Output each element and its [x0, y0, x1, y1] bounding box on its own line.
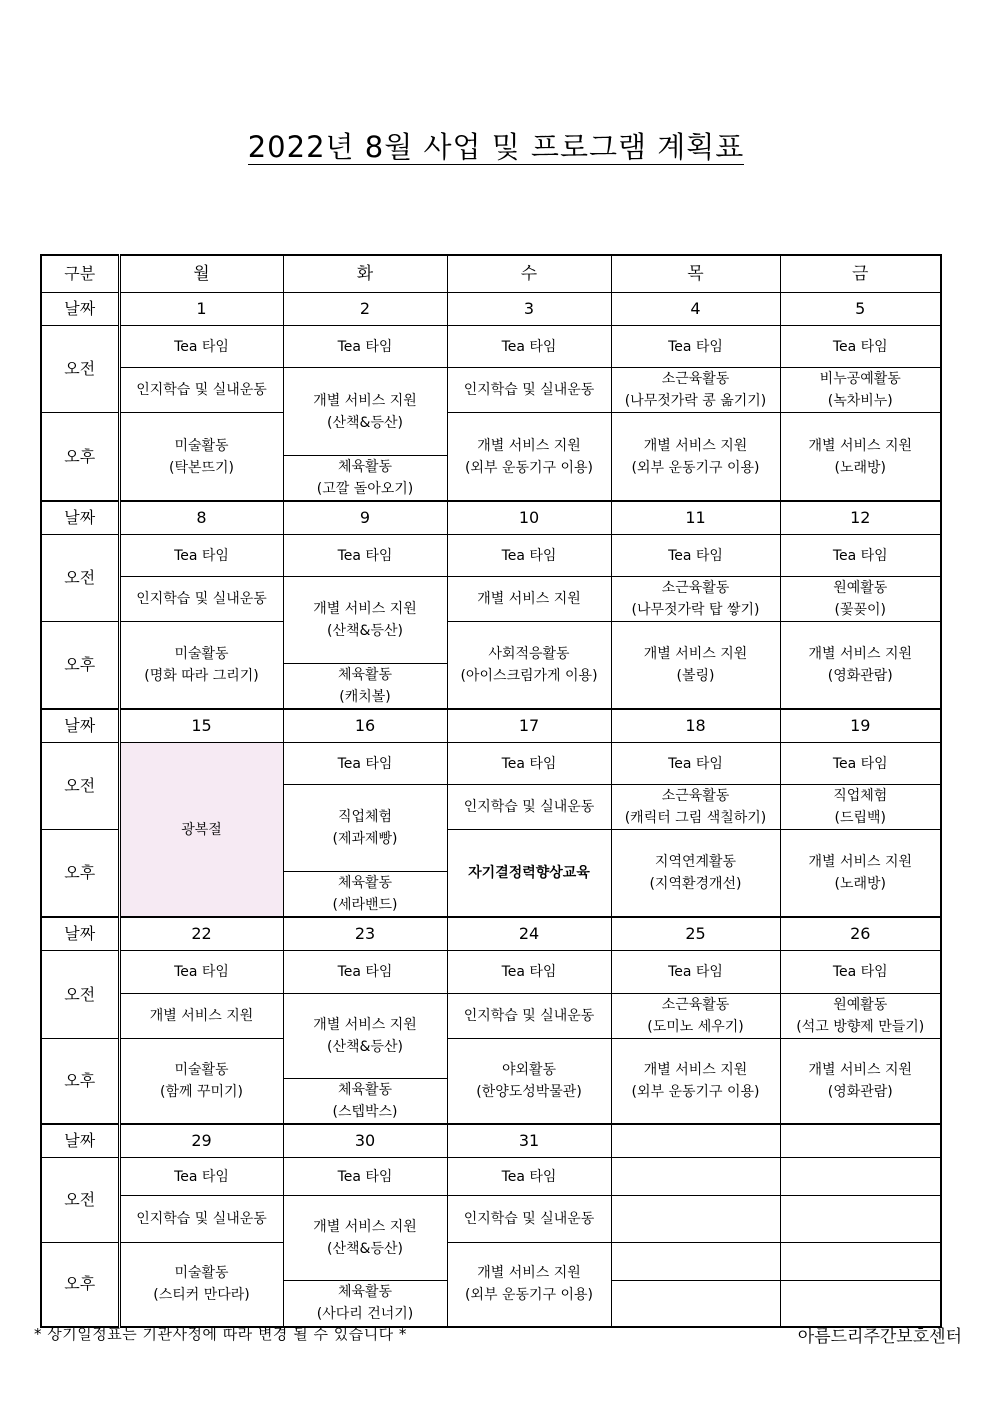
activity-detail: (노래방) [834, 459, 886, 476]
empty-cell [780, 1243, 941, 1281]
date-cell: 29 [119, 1124, 283, 1158]
activity-cell: 개별 서비스 지원 [447, 577, 611, 622]
empty-cell [611, 1281, 780, 1327]
date-cell: 11 [611, 501, 780, 535]
activity-text: 야외활동 [501, 1062, 557, 1078]
activity-cell: Tea 타임 [447, 1158, 611, 1196]
activity-cell: Tea 타임 [283, 326, 447, 368]
pm-label: 오후 [41, 1039, 119, 1125]
footnote: * 상기일정표는 기관사정에 따라 변경 될 수 있습니다 * [34, 1325, 407, 1343]
activity-cell: Tea 타임 [447, 535, 611, 577]
activity-detail: (노래방) [834, 876, 886, 892]
header-label: 구분 [41, 255, 119, 293]
header-day-thu: 목 [611, 255, 780, 293]
date-label: 날짜 [41, 709, 119, 743]
activity-cell [611, 368, 780, 413]
activity-detail: (나무젓가락 콩 옮기기) [624, 393, 767, 409]
activity-detail: (산책&등산) [327, 1241, 403, 1257]
empty-cell [780, 1281, 941, 1327]
date-cell: 12 [780, 501, 941, 535]
activity-text: 개별 서비스 지원 [808, 646, 913, 662]
date-cell: 18 [611, 709, 780, 743]
activity-cell: Tea 타임 [611, 326, 780, 368]
activity-cell [780, 830, 941, 918]
activity-detail: (사다리 건너기) [316, 1306, 414, 1323]
activity-detail: (탁본뜨기) [168, 459, 235, 476]
activity-detail: (아이스크림가게 이용) [460, 668, 598, 684]
date-cell: 25 [611, 917, 780, 951]
activity-cell: Tea 타임 [119, 951, 283, 994]
activity-cell [611, 622, 780, 710]
activity-cell [780, 994, 941, 1039]
activity-cell [611, 994, 780, 1039]
activity-cell [283, 785, 447, 872]
activity-cell: Tea 타임 [447, 951, 611, 994]
activity-text: 미술활동 [174, 646, 229, 662]
activity-text: 개별 서비스 지원 [313, 392, 417, 409]
activity-detail: (도미노 세우기) [647, 1019, 744, 1035]
date-cell: 19 [780, 709, 941, 743]
date-label: 날짜 [41, 917, 119, 951]
activity-cell [283, 1079, 447, 1125]
activity-text: 개별 서비스 지원 [477, 437, 581, 454]
date-cell: 9 [283, 501, 447, 535]
activity-detail: (캐치볼) [339, 689, 391, 705]
activity-detail: (꽃꽂이) [834, 602, 886, 618]
activity-cell: Tea 타임 [780, 326, 941, 368]
activity-text: 미술활동 [174, 437, 229, 454]
activity-text: 개별 서비스 지원 [808, 854, 913, 870]
header-row [41, 255, 941, 293]
date-label: 날짜 [41, 293, 119, 326]
am-label: 오전 [41, 326, 119, 413]
activity-text: 소근육활동 [661, 788, 730, 804]
header-day-mon: 월 [119, 255, 283, 293]
activity-cell [780, 413, 941, 502]
date-cell: 4 [611, 293, 780, 326]
activity-cell [611, 413, 780, 502]
activity-cell [283, 456, 447, 502]
activity-text: 체육활동 [337, 1284, 393, 1301]
activity-cell [447, 1039, 611, 1125]
pm-label: 오후 [41, 1243, 119, 1327]
activity-cell [780, 577, 941, 622]
activity-text: 개별 서비스 지원 [313, 1017, 417, 1033]
activity-cell [119, 622, 283, 710]
activity-cell: Tea 타임 [780, 535, 941, 577]
activity-cell: Tea 타임 [283, 1158, 447, 1196]
activity-cell: 인지학습 및 실내운동 [119, 1196, 283, 1243]
activity-cell [447, 413, 611, 502]
activity-text: 미술활동 [174, 1062, 229, 1078]
activity-cell: Tea 타임 [283, 535, 447, 577]
activity-detail: (외부 운동기구 이용) [464, 1287, 594, 1304]
activity-detail: (한양도성박물관) [476, 1084, 582, 1100]
activity-detail: (제과제빵) [332, 831, 398, 847]
am-label: 오전 [41, 1158, 119, 1243]
date-cell: 16 [283, 709, 447, 743]
activity-cell [780, 368, 941, 413]
date-cell: 10 [447, 501, 611, 535]
activity-cell [611, 577, 780, 622]
activity-cell: Tea 타임 [780, 743, 941, 785]
activity-text: 체육활동 [337, 667, 393, 683]
activity-text: 체육활동 [337, 875, 393, 891]
activity-cell: Tea 타임 [611, 951, 780, 994]
activity-detail: (나무젓가락 탑 쌓기) [631, 602, 760, 618]
empty-cell [611, 1158, 780, 1196]
date-cell: 26 [780, 917, 941, 951]
activity-text: 직업체험 [833, 788, 888, 804]
activity-text: 개별 서비스 지원 [643, 646, 748, 662]
activity-text: 개별 서비스 지원 [313, 601, 417, 617]
activity-cell: Tea 타임 [611, 743, 780, 785]
activity-cell [780, 622, 941, 710]
empty-cell [611, 1196, 780, 1243]
activity-detail: (영화관람) [827, 668, 893, 684]
date-cell: 23 [283, 917, 447, 951]
activity-cell [283, 994, 447, 1079]
schedule-table [40, 254, 942, 1328]
activity-text: 사회적응활동 [488, 646, 570, 662]
page-title-text: 2022년 8월 사업 및 프로그램 계획표 [247, 130, 745, 164]
activity-text: 개별 서비스 지원 [643, 1062, 748, 1078]
header-day-tue: 화 [283, 255, 447, 293]
activity-cell: 인지학습 및 실내운동 [447, 1196, 611, 1243]
activity-cell [119, 1243, 283, 1327]
empty-cell [611, 1243, 780, 1281]
activity-detail: (드립백) [834, 810, 886, 826]
date-cell: 24 [447, 917, 611, 951]
activity-detail: (캐릭터 그림 색칠하기) [624, 810, 767, 826]
activity-cell [611, 785, 780, 830]
activity-cell: 인지학습 및 실내운동 [119, 577, 283, 622]
date-cell [780, 1124, 941, 1158]
activity-cell: 인지학습 및 실내운동 [447, 994, 611, 1039]
date-cell: 31 [447, 1124, 611, 1158]
center-name: 아름드리주간보호센터 [797, 1327, 962, 1347]
activity-text: 소근육활동 [661, 371, 730, 387]
activity-cell [119, 413, 283, 502]
activity-detail: (스티커 만다라) [153, 1287, 250, 1304]
activity-cell: 개별 서비스 지원 [119, 994, 283, 1039]
activity-text: 직업체험 [337, 809, 393, 825]
activity-cell: Tea 타임 [119, 326, 283, 368]
activity-cell: 자기결정력향상교육 [447, 830, 611, 918]
date-cell: 8 [119, 501, 283, 535]
date-cell: 17 [447, 709, 611, 743]
pm-label: 오후 [41, 830, 119, 918]
activity-cell [780, 785, 941, 830]
activity-text: 지역연계활동 [654, 854, 737, 870]
activity-text: 소근육활동 [661, 997, 730, 1013]
date-cell: 5 [780, 293, 941, 326]
page-title [0, 128, 992, 166]
date-cell: 30 [283, 1124, 447, 1158]
activity-cell: Tea 타임 [283, 951, 447, 994]
activity-cell [283, 577, 447, 664]
activity-text: 개별 서비스 지원 [808, 437, 913, 454]
activity-cell: Tea 타임 [447, 743, 611, 785]
activity-detail: (산책&등산) [327, 623, 403, 639]
activity-text: 개별 서비스 지원 [643, 437, 748, 454]
date-cell [611, 1124, 780, 1158]
empty-cell [780, 1196, 941, 1243]
pm-label: 오후 [41, 413, 119, 502]
activity-cell: Tea 타임 [119, 535, 283, 577]
date-label: 날짜 [41, 501, 119, 535]
activity-detail: (산책&등산) [327, 414, 403, 431]
activity-cell [447, 1243, 611, 1327]
activity-detail: (스텝박스) [332, 1104, 398, 1120]
activity-detail: (외부 운동기구 이용) [631, 459, 760, 476]
activity-text: 개별 서비스 지원 [477, 1265, 581, 1282]
date-row [41, 917, 941, 951]
date-cell: 3 [447, 293, 611, 326]
activity-detail: (명화 따라 그리기) [144, 668, 259, 684]
header-day-fri: 금 [780, 255, 941, 293]
activity-cell: Tea 타임 [283, 743, 447, 785]
activity-cell: Tea 타임 [780, 951, 941, 994]
activity-cell: 인지학습 및 실내운동 [447, 785, 611, 830]
activity-detail: (함께 꾸미기) [160, 1084, 243, 1100]
activity-text: 미술활동 [174, 1265, 229, 1282]
empty-cell [780, 1158, 941, 1196]
activity-detail: (석고 방향제 만들기) [796, 1019, 925, 1035]
activity-cell [611, 830, 780, 918]
activity-text: 소근육활동 [661, 580, 730, 596]
activity-cell [780, 1039, 941, 1125]
activity-text: 비누공예활동 [819, 371, 901, 387]
activity-detail: (외부 운동기구 이용) [464, 459, 594, 476]
activity-detail: (산책&등산) [327, 1039, 403, 1055]
header-day-wed: 수 [447, 255, 611, 293]
activity-detail: (고깔 돌아오기) [316, 481, 414, 497]
activity-text: 체육활동 [337, 1082, 393, 1098]
date-cell: 2 [283, 293, 447, 326]
date-cell: 1 [119, 293, 283, 326]
activity-cell [283, 872, 447, 918]
activity-cell [283, 1196, 447, 1281]
activity-text: 체육활동 [337, 459, 393, 475]
date-cell: 15 [119, 709, 283, 743]
activity-detail: (영화관람) [827, 1084, 893, 1100]
activity-text: 원예활동 [833, 580, 888, 596]
date-row [41, 709, 941, 743]
pm-label: 오후 [41, 622, 119, 710]
activity-detail: (외부 운동기구 이용) [631, 1084, 760, 1100]
activity-cell: 인지학습 및 실내운동 [119, 368, 283, 413]
am-label: 오전 [41, 951, 119, 1039]
activity-detail: (지역환경개선) [649, 876, 742, 892]
activity-detail: (녹차비누) [827, 393, 893, 409]
activity-cell [283, 664, 447, 710]
activity-text: 개별 서비스 지원 [313, 1219, 417, 1235]
activity-detail: (세라밴드) [332, 897, 398, 913]
activity-cell: 인지학습 및 실내운동 [447, 368, 611, 413]
activity-detail: (볼링) [676, 668, 715, 684]
activity-cell [283, 1281, 447, 1327]
date-cell: 22 [119, 917, 283, 951]
am-label: 오전 [41, 743, 119, 830]
activity-text: 원예활동 [833, 997, 888, 1013]
activity-text: 개별 서비스 지원 [808, 1062, 913, 1078]
activity-cell [119, 1039, 283, 1125]
date-row [41, 501, 941, 535]
date-row [41, 293, 941, 326]
activity-cell: Tea 타임 [611, 535, 780, 577]
am-label: 오전 [41, 535, 119, 622]
activity-cell [283, 368, 447, 456]
date-row [41, 1124, 941, 1158]
activity-cell [611, 1039, 780, 1125]
activity-cell: Tea 타임 [447, 326, 611, 368]
date-label: 날짜 [41, 1124, 119, 1158]
activity-cell [447, 622, 611, 710]
activity-cell: Tea 타임 [119, 1158, 283, 1196]
holiday-cell: 광복절 [119, 743, 283, 918]
